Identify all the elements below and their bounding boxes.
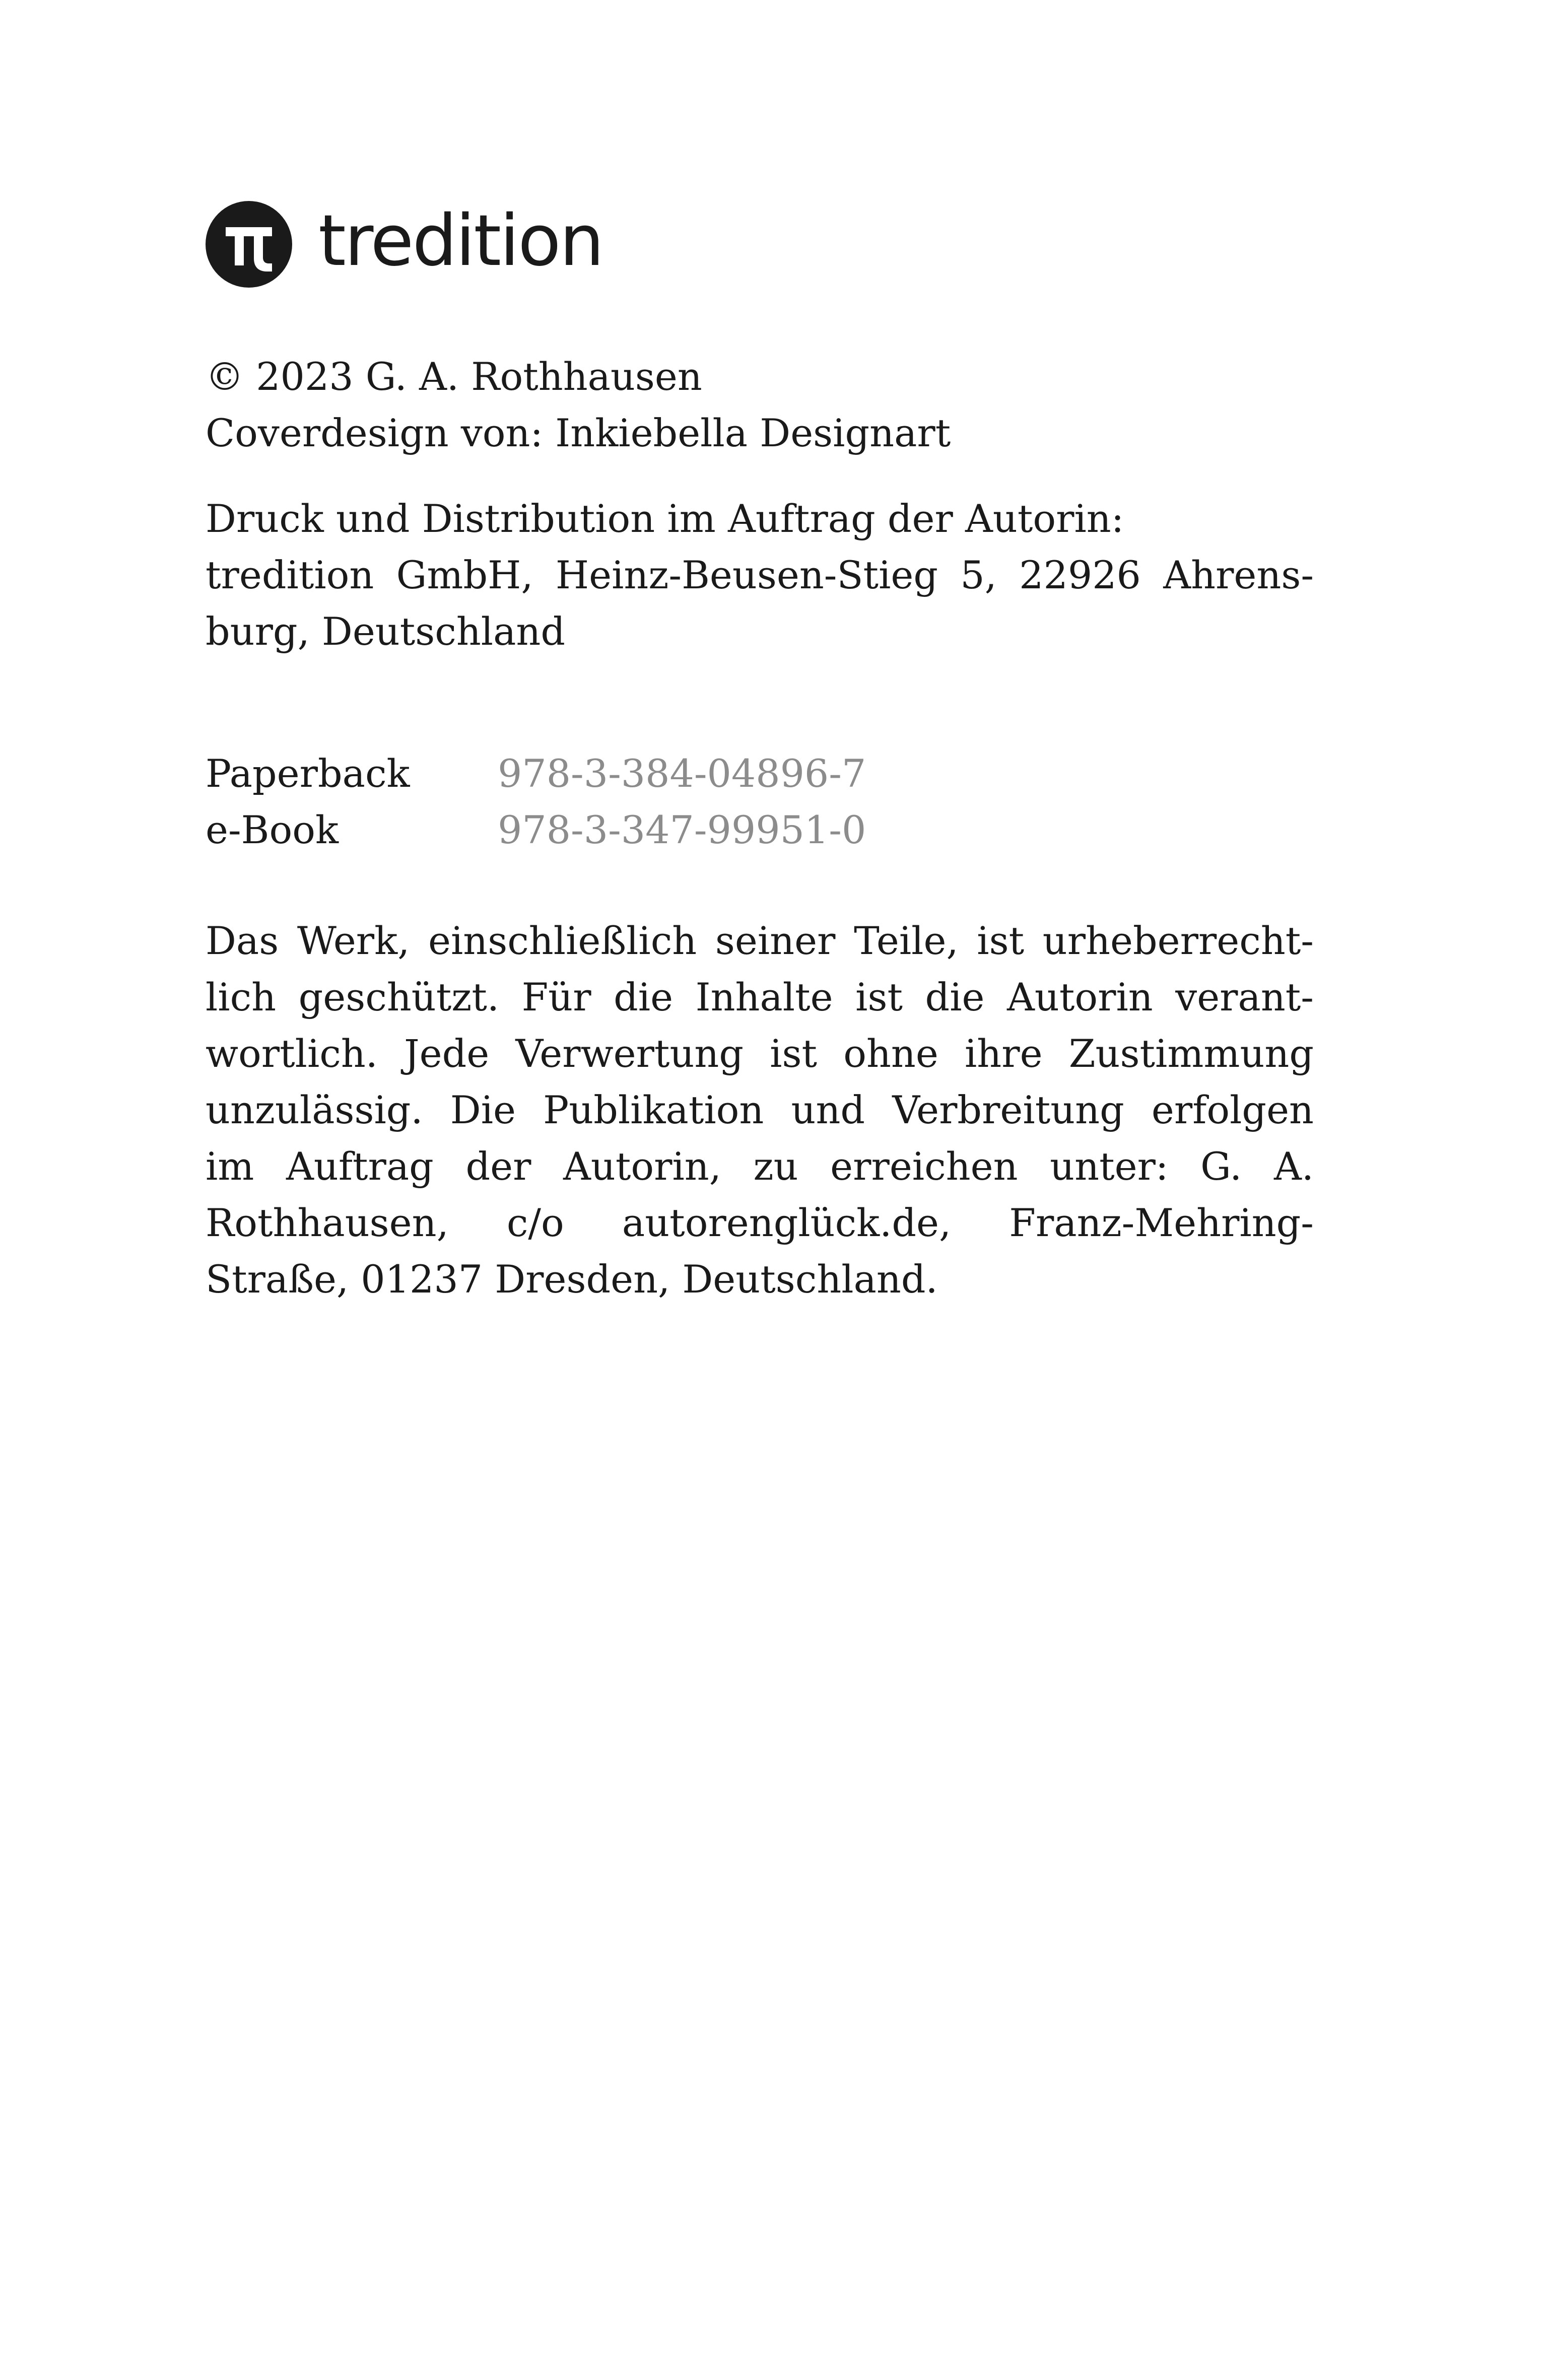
legal-line-1: Das Werk, einschließlich seiner Teile, ist urheberrecht- (206, 918, 1314, 963)
publisher-wordmark: tredition (318, 200, 603, 282)
legal-line-7: Straße, 01237 Dresden, Deutschland. (206, 1257, 938, 1302)
legal-line-3: wortlich. Jede Verwertung ist ohne ihre Zustimmung (206, 1031, 1314, 1076)
tredition-t-icon (206, 201, 292, 288)
publisher-logo (206, 196, 1314, 292)
isbn-label: Paperback (206, 751, 410, 796)
isbn-row-paperback (206, 745, 1314, 802)
imprint-content (206, 196, 1314, 1308)
copyright-block (206, 349, 1314, 461)
legal-line-4: unzulässig. Die Publikation und Verbreitung erfolgen (206, 1087, 1314, 1132)
copyright-line: © 2023 G. A. Rothhausen (206, 354, 702, 399)
legal-line-2: lich geschützt. Für die Inhalte ist die Autorin verant- (206, 975, 1314, 1019)
isbn-row-ebook (206, 802, 1314, 858)
legal-notice-block (206, 913, 1314, 1308)
print-line-3: burg, Deutschland (206, 609, 566, 654)
print-line-1: Druck und Distribution im Auftrag der Autorin: (206, 496, 1124, 541)
isbn-label: e-Book (206, 807, 339, 852)
print-distribution-block (206, 491, 1314, 660)
print-line-2: tredition GmbH, Heinz-Beusen-Stieg 5, 22926 Ahrens- (206, 553, 1314, 597)
legal-line-6: Rothhausen, c/o autorenglück.de, Franz-Mehring- (206, 1200, 1314, 1245)
isbn-block (206, 745, 1314, 858)
isbn-value: 978-3-384-04896-7 (498, 751, 866, 796)
cover-design-line: Coverdesign von: Inkiebella Designart (206, 411, 951, 455)
isbn-value: 978-3-347-99951-0 (498, 807, 866, 852)
legal-line-5: im Auftrag der Autorin, zu erreichen unter: G. A. (206, 1144, 1314, 1189)
